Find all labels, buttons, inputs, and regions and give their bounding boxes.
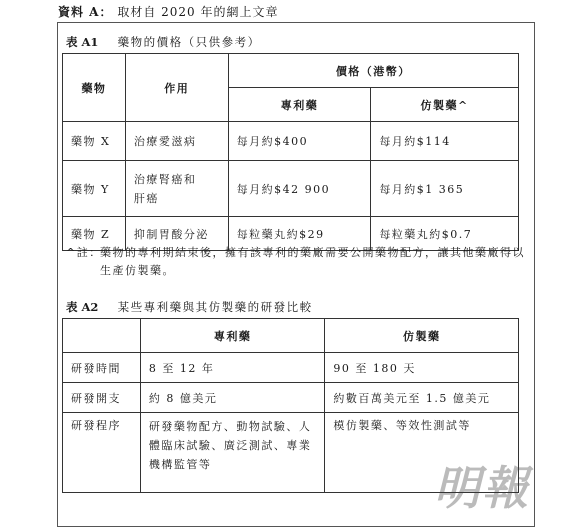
source-text: 取材自 2020 年的網上文章 bbox=[117, 5, 279, 19]
generic-price: 每月約$1 365 bbox=[371, 161, 519, 217]
table-row bbox=[63, 353, 519, 383]
row-label: 研發程序 bbox=[63, 413, 141, 493]
cell-line: 模仿製藥、等效性測試等 bbox=[333, 419, 471, 432]
header-generic: 仿製藥 bbox=[325, 319, 519, 353]
generic-price: 每粒藥丸約$0.7 bbox=[371, 217, 519, 251]
header-patent: 專利藥 bbox=[228, 88, 371, 122]
patent-price: 每月約$400 bbox=[228, 122, 371, 161]
patent-cell bbox=[140, 353, 325, 383]
drug-use-line: 肝癌 bbox=[133, 191, 159, 205]
drug-name: 藥物 X bbox=[63, 122, 126, 161]
footnote bbox=[66, 244, 526, 280]
table-row bbox=[63, 383, 519, 413]
drug-use-line: 治療愛滋病 bbox=[133, 135, 197, 148]
cell-line: 90 至 180 天 bbox=[333, 361, 416, 375]
drug-price-table bbox=[62, 53, 519, 251]
drug-use bbox=[125, 122, 228, 161]
header-price: 價格（港幣） bbox=[228, 54, 518, 88]
row-label: 研發時間 bbox=[63, 353, 141, 383]
footnote-text: 藥物的專利期結束後，擁有該專利的藥廠需要公開藥物配方，讓其他藥廠得以生產仿製藥。 bbox=[100, 246, 525, 277]
newspaper-logo: 明報 bbox=[434, 461, 530, 515]
patent-cell bbox=[140, 383, 325, 413]
generic-cell bbox=[325, 353, 519, 383]
drug-use-line: 治療腎癌和 bbox=[133, 172, 197, 186]
header-use: 作用 bbox=[125, 54, 228, 122]
row-label: 研發開支 bbox=[63, 383, 141, 413]
cell-line: 體臨床試驗、廣泛測試、專業 bbox=[148, 439, 312, 452]
table-row bbox=[63, 161, 519, 217]
header-drug: 藥物 bbox=[63, 54, 126, 122]
drug-name: 藥物 Y bbox=[63, 161, 126, 217]
header-generic: 仿製藥^ bbox=[371, 88, 519, 122]
footnote-mark: ^註： bbox=[66, 246, 102, 259]
generic-price: 每月約$114 bbox=[371, 122, 519, 161]
table-a2-title: 某些專利藥與其仿製藥的研發比較 bbox=[117, 300, 313, 314]
source-line bbox=[58, 3, 279, 20]
drug-use-line: 抑制胃酸分泌 bbox=[133, 227, 209, 241]
source-prefix: 資料 A： bbox=[58, 5, 113, 19]
patent-cell bbox=[140, 413, 325, 493]
table-a1-title: 藥物的價格（只供參考） bbox=[117, 35, 261, 49]
patent-price: 每粒藥丸約$29 bbox=[228, 217, 371, 251]
table-row bbox=[63, 122, 519, 161]
table-a2-caption bbox=[66, 299, 313, 315]
cell-line: 約 8 億美元 bbox=[148, 391, 218, 405]
header-blank bbox=[63, 319, 141, 353]
cell-line: 機構監管等 bbox=[148, 458, 212, 471]
cell-line: 約數百萬美元至 1.5 億美元 bbox=[333, 391, 491, 405]
drug-use bbox=[125, 161, 228, 217]
table-a1-caption bbox=[66, 34, 261, 50]
cell-line: 8 至 12 年 bbox=[148, 361, 215, 375]
table-a1-tag: 表 A1 bbox=[66, 35, 99, 49]
cell-line: 研發藥物配方、動物試驗、人 bbox=[148, 420, 312, 433]
drug-name: 藥物 Z bbox=[63, 217, 126, 251]
patent-price: 每月約$42 900 bbox=[228, 161, 371, 217]
generic-cell bbox=[325, 383, 519, 413]
header-patent: 專利藥 bbox=[140, 319, 325, 353]
table-a2-tag: 表 A2 bbox=[66, 300, 99, 314]
